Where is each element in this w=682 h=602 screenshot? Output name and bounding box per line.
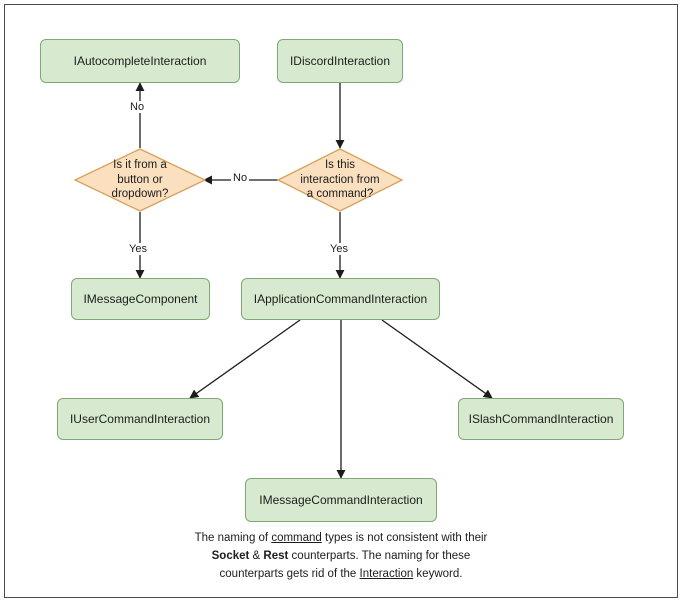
edge-label-no-up: No [130, 101, 145, 113]
footnote-line-1 [120, 530, 562, 548]
decision-label: Is this interaction from a command? [300, 159, 380, 201]
footnote-line-3 [120, 566, 562, 584]
decision-label: Is it from a button or dropdown? [111, 159, 169, 201]
node-message-component[interactable] [71, 278, 210, 320]
footnote-text: counterparts. The naming for these [288, 549, 471, 562]
node-user-command-interaction[interactable] [57, 398, 223, 440]
node-label: IMessageComponent [83, 291, 198, 306]
node-discord-interaction[interactable] [277, 39, 403, 83]
footnote-underline-command: command [271, 532, 322, 544]
node-label: ISlashCommandInteraction [468, 411, 614, 426]
footnote-text: counterparts gets rid of the [219, 567, 360, 580]
footnote-line-2 [120, 548, 562, 566]
edge-label-yes-right: Yes [330, 243, 348, 255]
node-autocomplete-interaction[interactable] [40, 39, 240, 83]
node-label: IDiscordInteraction [289, 53, 391, 68]
footnote [120, 530, 562, 583]
node-label: IUserCommandInteraction [69, 411, 211, 426]
footnote-underline-interaction: Interaction [359, 567, 414, 580]
footnote-text: & [249, 549, 264, 562]
footnote-text: The naming of [194, 532, 272, 544]
footnote-text: types is not consistent with their [321, 532, 488, 544]
node-application-command-interaction[interactable] [241, 278, 440, 320]
node-label: IApplicationCommandInteraction [253, 291, 428, 306]
node-message-command-interaction[interactable] [245, 478, 437, 522]
decision-from-a-command[interactable] [277, 148, 403, 212]
decision-button-or-dropdown[interactable] [74, 148, 206, 212]
node-slash-command-interaction[interactable] [458, 398, 624, 440]
footnote-bold-rest: Rest [263, 549, 289, 562]
footnote-bold-socket: Socket [211, 549, 250, 562]
node-label: IMessageCommandInteraction [259, 492, 423, 507]
footnote-text: keyword. [413, 567, 463, 580]
edge-label-yes-left: Yes [129, 243, 147, 255]
node-label: IAutocompleteInteraction [73, 53, 207, 68]
edge-label-no-left: No [233, 172, 248, 184]
